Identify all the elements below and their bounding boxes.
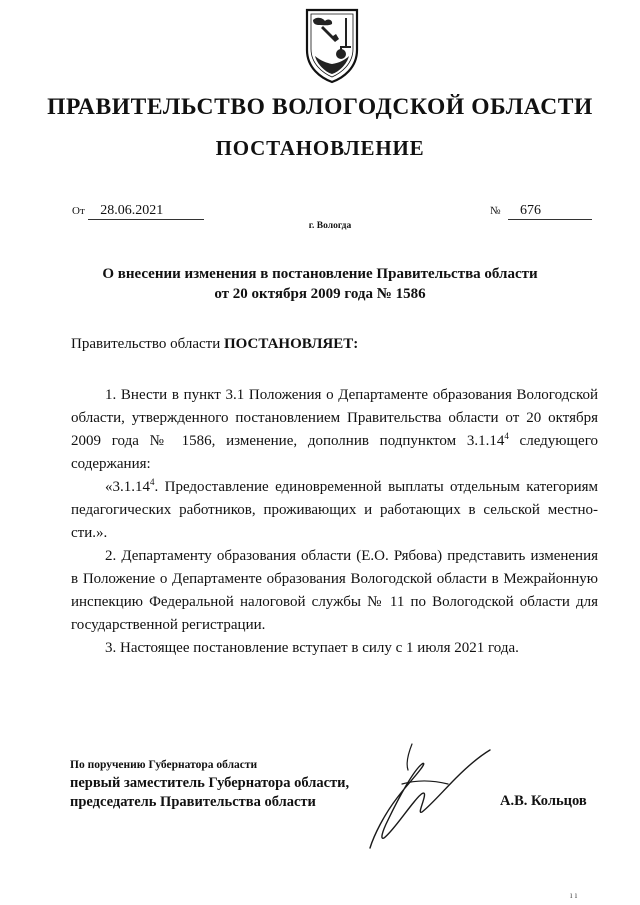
paragraph-2: 2. Департаменту образования области (Е.О. Рябова) представить изменения в Положение о Департаменте образования Вологодской области в Межрайонную инспекцию Федеральной налоговой службы № 11 по Вологодской области для государственной регистрации.: [71, 548, 598, 633]
signatory-line-2: первый заместитель Губернатора области,: [70, 775, 350, 791]
signatory-line-3: председатель Правительства области: [70, 794, 316, 810]
document-body: [71, 384, 598, 660]
quote-superscript: 4: [150, 477, 155, 487]
handwritten-signature: [362, 740, 502, 855]
paragraph-1-text: 1. Внести в пункт 3.1 Положения о Департаменте образования Вологодской области, утвержденного постановлением Правительства области от 20 октября 2009 года № 1586, изменение, дополнив подпунктом 3.1.14: [71, 387, 598, 449]
paragraph-1-quote: [71, 476, 598, 545]
document-date: 28.06.2021: [88, 203, 204, 220]
document-date-field: [72, 203, 204, 220]
document-type-title: ПОСТАНОВЛЕНИЕ: [215, 136, 425, 160]
document-number: 676: [508, 203, 592, 220]
quote-text: «3.1.14: [105, 479, 150, 495]
page-mark: ı ı: [570, 890, 578, 900]
issuing-city: г. Вологда: [308, 221, 352, 231]
paragraph-1: [71, 384, 598, 476]
preamble-decree-word: ПОСТАНОВЛЯЕТ:: [223, 336, 359, 352]
document-subject: [0, 264, 640, 304]
preamble: [71, 336, 358, 353]
subject-line-2: от 20 октября 2009 года № 1586: [214, 286, 426, 302]
subject-line-1: О внесении изменения в постановление Правительства области: [102, 266, 538, 282]
quote-text-end: . Предоставление единовременной выплаты отдельным категориям педагогических работников, проживающих и работающих в сельской местности.».: [71, 479, 598, 541]
signatory-block: [70, 757, 349, 812]
signatory-name: А.В. Кольцов: [500, 793, 587, 809]
signatory-line-1: По поручению Губернатора области: [70, 759, 258, 771]
number-sign: №: [490, 205, 501, 217]
document-number-field: [490, 203, 592, 220]
paragraph-1-text-end: следующего содержания:: [71, 433, 598, 472]
paragraph-3: 3. Настоящее постановление вступает в силу с 1 июля 2021 года.: [105, 640, 519, 656]
coat-of-arms-emblem: [301, 6, 363, 84]
government-title: ПРАВИТЕЛЬСТВО ВОЛОГОДСКОЙ ОБЛАСТИ: [47, 94, 593, 120]
paragraph-1-superscript: 4: [504, 431, 509, 441]
preamble-text: Правительство области: [71, 336, 221, 352]
date-prefix: От: [72, 205, 85, 217]
